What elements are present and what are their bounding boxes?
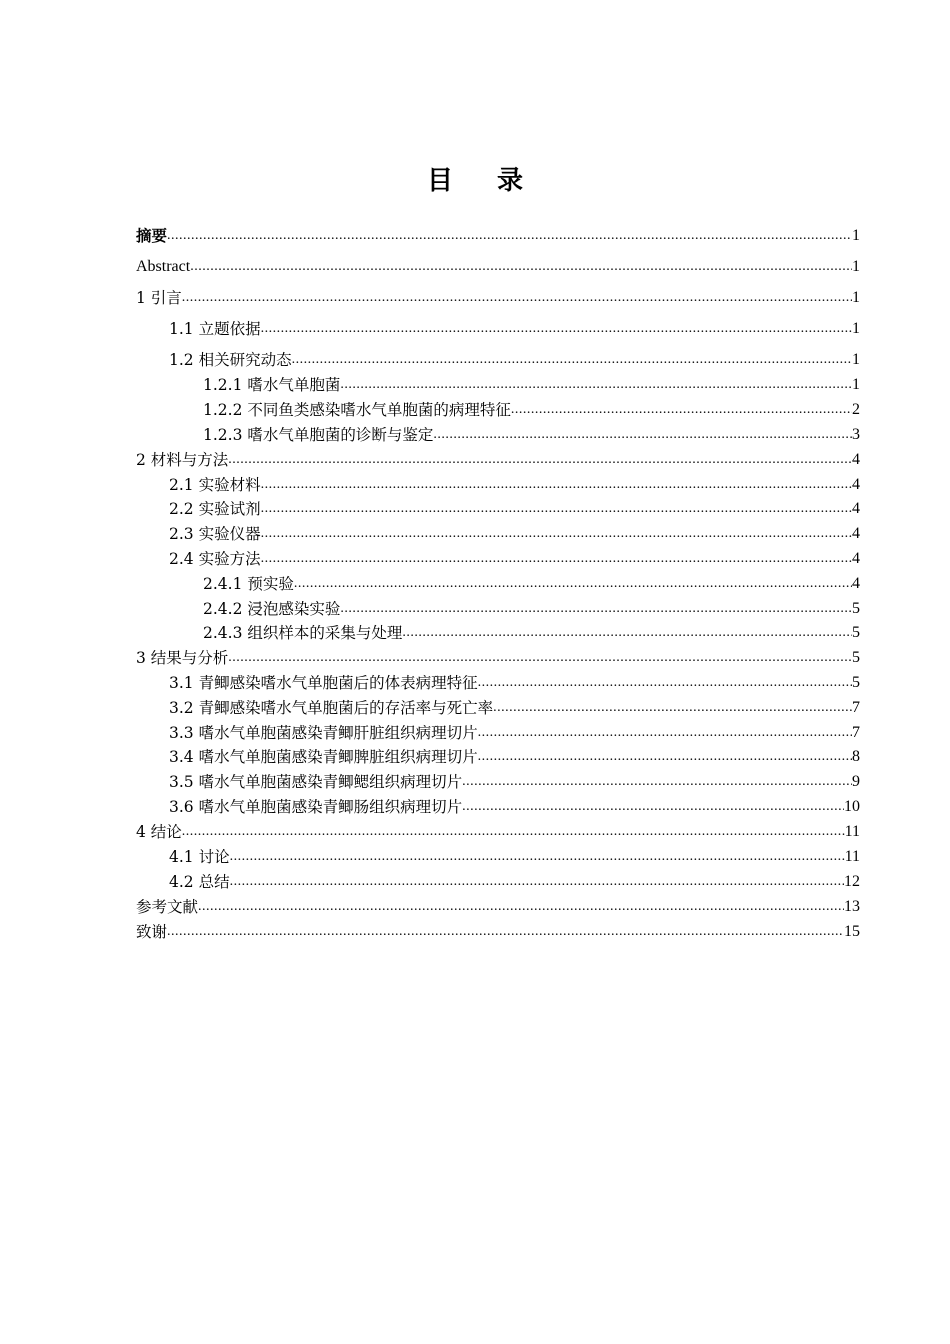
toc-leader-dots [261, 524, 852, 544]
toc-entry-3-6[interactable] [136, 793, 860, 817]
toc-page-number: 4 [852, 550, 860, 567]
toc-entry-label: Abstract [136, 258, 191, 275]
toc-leader-dots [228, 450, 852, 470]
toc-leader-dots [261, 499, 852, 519]
toc-leader-dots [198, 897, 844, 917]
toc-entry-label: 2.4.1 预实验 [203, 575, 294, 593]
toc-leader-dots [230, 872, 844, 892]
toc-page-number: 4 [852, 500, 860, 517]
toc-entry-label: 2.4.2 浸泡感染实验 [203, 600, 341, 618]
toc-entry-label: 1.2.1 嗜水气单胞菌 [203, 376, 341, 394]
toc-page-number: 7 [852, 699, 860, 716]
toc-entry-label: 4.1 讨论 [169, 848, 230, 866]
toc-entry-3-4[interactable] [136, 743, 860, 767]
toc-entry-3-2[interactable] [136, 694, 860, 718]
toc-entry-acknowledgements[interactable] [136, 918, 860, 942]
toc-entry-2-2[interactable] [136, 495, 860, 519]
toc-entry-label: 2.4 实验方法 [169, 550, 261, 568]
toc-page-number: 10 [844, 798, 860, 815]
toc-page-number: 3 [852, 426, 860, 443]
toc-entry-label: 4.2 总结 [169, 873, 230, 891]
toc-entry-3-1[interactable] [136, 669, 860, 693]
toc-leader-dots [340, 599, 852, 619]
toc-entry-label: 2 材料与方法 [136, 451, 229, 469]
toc-entry-4-2[interactable] [136, 868, 860, 892]
toc-entry-1-2-2[interactable] [136, 396, 860, 420]
toc-page-number: 2 [852, 401, 860, 418]
toc-entry-label: 3.1 青鲫感染嗜水气单胞菌后的体表病理特征 [169, 674, 478, 692]
toc-entry-3-3[interactable] [136, 719, 860, 743]
title-part-1: 目 [426, 166, 453, 196]
toc-page-number: 5 [852, 649, 860, 666]
toc-page-number: 4 [852, 451, 860, 468]
toc-entry-2-4-3[interactable] [136, 619, 860, 643]
toc-leader-dots [511, 400, 852, 420]
toc-entry-2-4[interactable] [136, 545, 860, 569]
toc-leader-dots [462, 772, 852, 792]
toc-leader-dots [292, 350, 852, 370]
toc-entry-label: 1.2 相关研究动态 [169, 351, 292, 369]
toc-page-number: 5 [852, 674, 860, 691]
toc-page-number: 4 [852, 575, 860, 592]
toc-entry-label: 3.6 嗜水气单胞菌感染青鲫肠组织病理切片 [169, 798, 463, 816]
toc-entry-label: 3.4 嗜水气单胞菌感染青鲫脾脏组织病理切片 [169, 748, 478, 766]
toc-entry-label: 1.2.3 嗜水气单胞菌的诊断与鉴定 [203, 426, 434, 444]
toc-page-number: 4 [852, 525, 860, 542]
toc-page-number: 11 [844, 823, 860, 840]
toc-page-number: 1 [852, 258, 860, 275]
toc-page-number: 5 [852, 600, 860, 617]
toc-leader-dots [294, 574, 852, 594]
toc-entry-label: 2.4.3 组织样本的采集与处理 [203, 624, 403, 642]
toc-leader-dots [182, 288, 852, 308]
page-title [0, 160, 950, 197]
toc-page-number: 12 [844, 873, 860, 890]
toc-entry-1-1[interactable] [136, 315, 860, 339]
toc-entry-label: 1 引言 [136, 289, 182, 307]
toc-leader-dots [261, 319, 852, 339]
toc-entry-label: 2.2 实验试剂 [169, 500, 261, 518]
toc-page-number: 13 [844, 898, 860, 915]
toc-leader-dots [261, 549, 852, 569]
toc-entry-2-4-2[interactable] [136, 595, 860, 619]
toc-page-number: 1 [852, 227, 860, 244]
toc-leader-dots [230, 847, 845, 867]
toc-entry-abstract-en[interactable] [136, 253, 860, 277]
toc-entry-2-3[interactable] [136, 520, 860, 544]
toc-page-number: 7 [852, 724, 860, 741]
toc-leader-dots [462, 797, 844, 817]
toc-entry-label: 致谢 [136, 923, 168, 941]
toc-leader-dots [433, 425, 852, 445]
toc-leader-dots [478, 673, 852, 693]
toc-leader-dots [261, 475, 852, 495]
toc-page-number: 1 [852, 289, 860, 306]
toc-page-number: 1 [852, 320, 860, 337]
toc-entry-label: 3.5 嗜水气单胞菌感染青鲫鳃组织病理切片 [169, 773, 463, 791]
toc-entry-1-2[interactable] [136, 346, 860, 370]
toc-entry-1-2-1[interactable] [136, 371, 860, 395]
toc-entry-label: 摘要 [136, 226, 168, 245]
toc-entry-1-2-3[interactable] [136, 421, 860, 445]
toc-entry-label: 参考文献 [136, 898, 199, 916]
toc-page-number: 4 [852, 476, 860, 493]
toc-page-number: 5 [852, 624, 860, 641]
toc-entry-4-1[interactable] [136, 843, 860, 867]
toc-entry-label: 2.1 实验材料 [169, 476, 261, 494]
toc-entry-references[interactable] [136, 893, 860, 917]
toc-entry-label: 2.3 实验仪器 [169, 525, 261, 543]
toc-page-number: 15 [844, 923, 860, 940]
toc-leader-dots [340, 375, 852, 395]
toc-leader-dots [182, 822, 845, 842]
toc-leader-dots [190, 257, 852, 277]
toc-entry-chapter-4[interactable] [136, 818, 860, 842]
toc-leader-dots [402, 623, 852, 643]
toc-entry-chapter-1[interactable] [136, 284, 860, 308]
toc-entry-label: 3.3 嗜水气单胞菌感染青鲫肝脏组织病理切片 [169, 724, 478, 742]
toc-entry-label: 1.2.2 不同鱼类感染嗜水气单胞菌的病理特征 [203, 401, 511, 419]
toc-leader-dots [478, 723, 852, 743]
toc-leader-dots [478, 747, 852, 767]
toc-entry-2-4-1[interactable] [136, 570, 860, 594]
toc-page-number: 9 [852, 773, 860, 790]
toc-page-number: 1 [852, 351, 860, 368]
toc-entry-2-1[interactable] [136, 471, 860, 495]
toc-page-number: 8 [852, 748, 860, 765]
toc-page-number: 1 [852, 376, 860, 393]
toc-entry-label: 1.1 立题依据 [169, 320, 261, 338]
toc-entry-chapter-3[interactable] [136, 644, 860, 668]
toc-entry-chapter-2[interactable] [136, 446, 860, 470]
toc-leader-dots [493, 698, 852, 718]
toc-leader-dots [228, 648, 852, 668]
title-part-2: 录 [497, 166, 524, 196]
toc-entry-label: 4 结论 [136, 823, 182, 841]
toc-entry-label: 3.2 青鲫感染嗜水气单胞菌后的存活率与死亡率 [169, 699, 494, 717]
toc-leader-dots [167, 226, 852, 246]
toc-entry-3-5[interactable] [136, 768, 860, 792]
toc-page-number: 11 [844, 848, 860, 865]
toc-entry-label: 3 结果与分析 [136, 649, 229, 667]
toc-leader-dots [167, 922, 844, 942]
toc-entry-abstract-cn[interactable] [136, 222, 860, 246]
